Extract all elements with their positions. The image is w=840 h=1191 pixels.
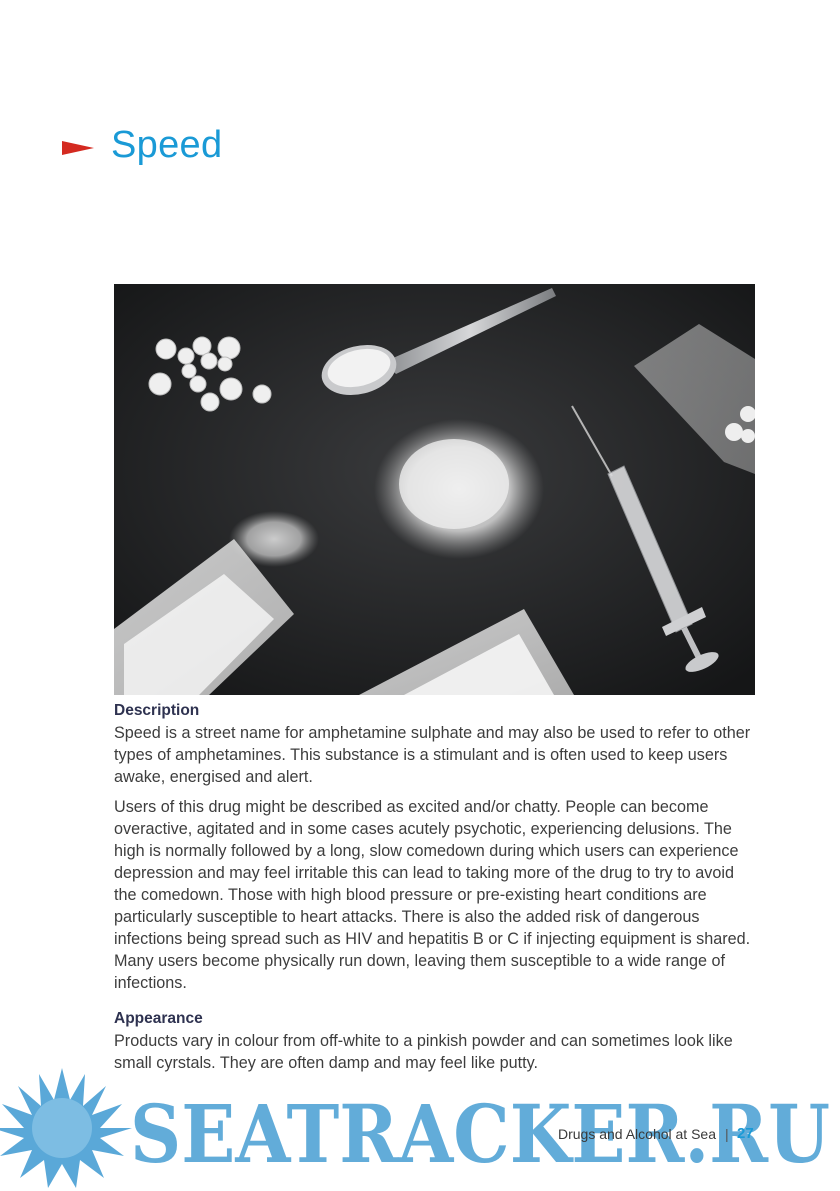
paragraph: Users of this drug might be described as excited and/or chatty. People can become overactive, agitated and in some cases acutely psychotic, experiencing delusions. The high is normally followed by a long, slow comedown during which users can experience depression and may feel irritable this can lead to taking more of the drug to try to avoid the comedown. Those with high blood pressure or pre-existing heart conditions are particularly susceptible to heart attacks. There is also the added risk of dangerous infections being spread such as HIV and hepatitis B or C if injecting equipment is shared. Many users become physically run down, leaving them susceptible to a wide range of infections. [114,798,751,992]
footer-publication: Drugs and Alcohol at Sea [558,1126,716,1142]
paragraph: Speed is a street name for amphetamine sulphate and may also be used to refer to other types of amphetamines. This substance is a stimulant and is often used to keep users awake, energised and alert. [114,724,751,786]
article-body [114,700,759,1082]
paragraph: Products vary in colour from off-white to a pinkish powder and can sometimes look like small cyrstals. They are often damp and may feel like putty. [114,1032,733,1072]
watermark-text: SEATRACKER.RU [130,1087,830,1181]
sun-logo-icon [0,1068,132,1188]
footer-separator: | [725,1126,729,1142]
drugs-photo [114,284,755,695]
red-arrow-icon [62,140,94,156]
section-heading: Appearance [114,1010,203,1027]
section-heading: Description [114,702,200,719]
page-title: Speed [111,124,223,166]
page-number: 27 [737,1125,754,1142]
